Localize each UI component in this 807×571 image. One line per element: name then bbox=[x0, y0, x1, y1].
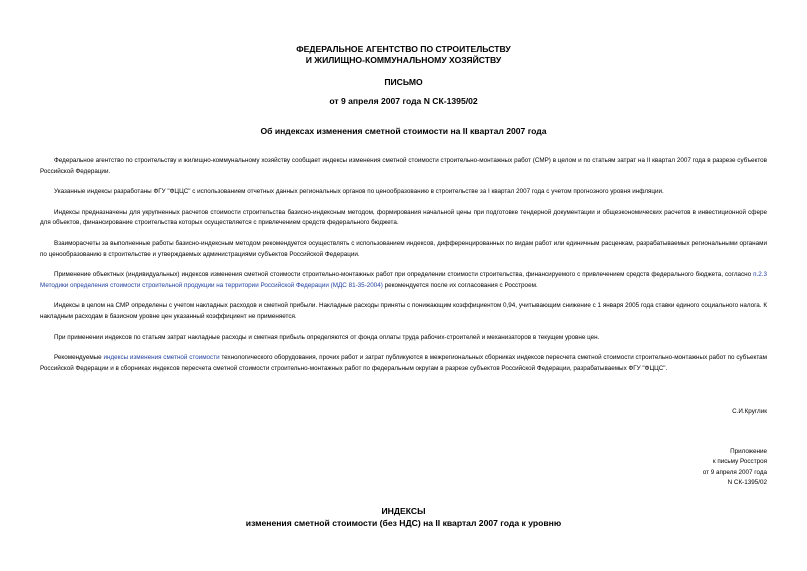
appendix-line-2: к письму Росстроя bbox=[712, 458, 767, 466]
paragraph-5 bbox=[40, 270, 767, 291]
paragraph-1: Федеральное агентство по строительству и жилищно-коммунальному хозяйству сообщает индексы изменения сметной стоимости строительно-монтажных работ (СМР) в целом и по статьям затрат на II квартал 2007 года в разрезе субъектов Российской Федерации. bbox=[40, 157, 767, 175]
paragraph-8 bbox=[40, 353, 767, 374]
paragraph-4: Взаиморасчеты за выполненные работы базисно-индексным методом рекомендуется осуществлять с использованием индексов, дифференцированных по видам работ или единичным расценкам, разрабатываемых региональными органами по ценообразованию в строительстве и утверждаемых администрациями субъектов Российской Федерации. bbox=[40, 239, 767, 258]
agency-line-1: ФЕДЕРАЛЬНОЕ АГЕНТСТВО ПО СТРОИТЕЛЬСТВУ bbox=[296, 44, 511, 54]
indexes-subtitle: изменения сметной стоимости (без НДС) на II квартал 2007 года к уровню bbox=[245, 518, 562, 528]
paragraph-5-text-a: Применение объектных (индивидуальных) индексов изменения сметной стоимости строительно-монтажных работ при определении стоимости строительства, финансируемого с привлечением средств федерального бюджета, согласно bbox=[54, 271, 754, 279]
paragraph-3: Индексы предназначены для укрупненных расчетов стоимости строительства базисно-индексным методом, формирования начальной цены при подготовке тендерной документации и общеэкономических расчетов в инвестиционной сфере для объектов, финансирование строительства которых осуществляется с привлечением средств федерального бюджета. bbox=[40, 208, 767, 227]
indexes-title: ИНДЕКСЫ bbox=[381, 506, 426, 516]
signature: С.И.Круглик bbox=[732, 408, 767, 415]
paragraph-6: Индексы в целом на СМР определены с учетом накладных расходов и сметной прибыли. Накладные расходы приняты с понижающим коэффициентом 0,94, учитывающим снижение с 1 января 2005 года ставки единого социального налога. К накладным расходам в базисном уровне цен указанный коэффициент не применяется. bbox=[40, 302, 767, 320]
indexes-link[interactable]: индексы изменения сметной стоимости bbox=[103, 354, 220, 362]
agency-line-2: И ЖИЛИЩНО-КОММУНАЛЬНОМУ ХОЗЯЙСТВУ bbox=[305, 55, 502, 65]
appendix-line-1: Приложение bbox=[730, 448, 767, 455]
doc-type: ПИСЬМО bbox=[384, 77, 423, 87]
methodology-link[interactable]: п.2.3 Методики определения стоимости строительной продукции на территории Российской Федерации (МДС 81-35-2004) bbox=[40, 271, 767, 289]
appendix-line-4: N СК-1395/02 bbox=[727, 479, 767, 487]
appendix-block bbox=[703, 447, 767, 489]
agency-name bbox=[0, 44, 807, 66]
paragraph-8-text-a: Рекомендуемые bbox=[54, 354, 104, 362]
doc-date: от 9 апреля 2007 года N СК-1395/02 bbox=[329, 96, 478, 106]
letter-body bbox=[40, 156, 767, 374]
paragraph-7: При применении индексов по статьям затрат накладные расходы и сметная прибыль определяются от фонда оплаты труда рабочих-строителей и механизаторов в текущем уровне цен. bbox=[54, 333, 600, 341]
paragraph-8-text-b: технологического оборудования, прочих работ и затрат публикуются в межрегиональных сборниках индексов пересчета сметной стоимости строительно-монтажных работ по субъектам Российской Федерации и в сборниках индексов пересчета сметной стоимости строительно-монтажных работ по федеральным округам в разрезе субъектов Российской Федерации, разрабатываемых ФГУ "ФЦЦС". bbox=[40, 354, 767, 372]
appendix-line-3: от 9 апреля 2007 года bbox=[702, 468, 767, 476]
doc-subject: Об индексах изменения сметной стоимости на II квартал 2007 года bbox=[260, 126, 547, 136]
paragraph-2: Указанные индексы разработаны ФГУ "ФЦЦС" с использованием отчетных данных региональных органов по ценообразованию в строительстве за I квартал 2007 года с учетом прогнозного уровня инфляции. bbox=[54, 188, 664, 196]
paragraph-5-text-b: рекомендуется после их согласования с Росстроем. bbox=[382, 281, 538, 289]
